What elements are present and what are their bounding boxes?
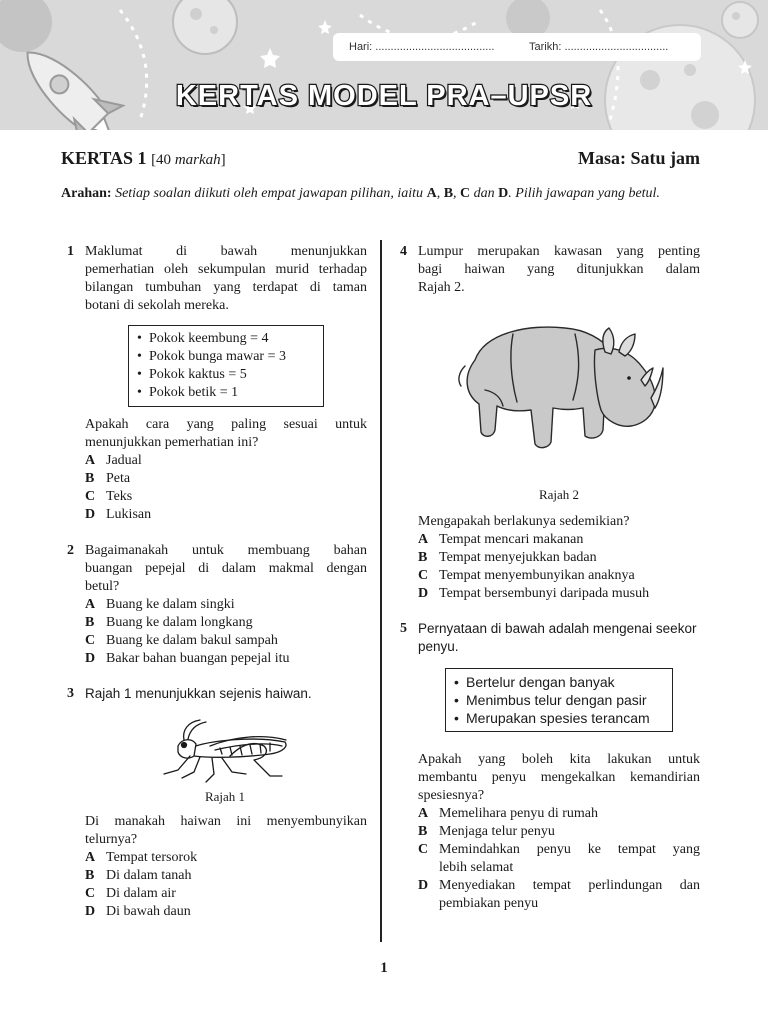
question-3-options: [85, 813, 367, 921]
column-divider: [380, 240, 382, 942]
box-item: • Bertelur dengan banyak: [454, 673, 664, 691]
question-number: 4: [400, 244, 407, 259]
grasshopper-illustration: [160, 718, 292, 784]
box-item: • Menimbus telur dengan pasir: [454, 691, 664, 709]
option-d[interactable]: D Bakar bahan buangan pepejal itu: [85, 651, 290, 666]
question-text: Apakah cara yang paling sesuai untuk: [85, 417, 367, 432]
option-b[interactable]: B Menjaga telur penyu: [418, 824, 555, 839]
paper-marks: [40 markah]: [151, 152, 226, 168]
box-item: • Pokok keembung = 4: [137, 330, 315, 348]
turtle-facts-box: [445, 668, 673, 732]
planet-icon: [722, 2, 758, 38]
option-d[interactable]: D Tempat bersembunyi daripada musuh: [418, 586, 650, 601]
box-item: • Pokok kaktus = 5: [137, 366, 315, 384]
header-banner: [0, 0, 768, 130]
box-item: • Pokok betik = 1: [137, 384, 315, 402]
question-number: 2: [67, 543, 74, 558]
option-b[interactable]: B Di dalam tanah: [85, 868, 192, 883]
question-number: 5: [400, 621, 407, 636]
option-d[interactable]: D Lukisan: [85, 507, 152, 522]
paper-name: [61, 148, 226, 169]
option-d[interactable]: D Menyediakan tempat perlindungan dan pembiakan penyu: [418, 878, 700, 911]
question-number: 1: [67, 244, 74, 259]
question-text: Mengapakah berlakunya sedemikian?: [418, 514, 630, 529]
question-stem-line: buangan pepejal di dalam makmal dengan: [85, 561, 367, 576]
question-stem-line: Maklumat di bawah menunjukkan: [85, 244, 367, 259]
paper-title: KERTAS 1: [61, 148, 147, 168]
question-text: Apakah yang boleh kita lakukan untuk: [418, 752, 700, 767]
question-stem-line: Lumpur merupakan kawasan yang penting: [418, 244, 700, 259]
question-stem-line: penyu.: [418, 639, 459, 654]
question-stem: Rajah 1 menunjukkan sejenis haiwan.: [85, 686, 312, 701]
question-stem-line: betul?: [85, 579, 120, 594]
planet-icon: [0, 0, 52, 52]
tarikh-field[interactable]: Tarikh: ..................................: [529, 41, 669, 53]
question-text: membantu penyu mengekalkan kemandirian: [418, 770, 700, 785]
option-a[interactable]: A Buang ke dalam singki: [85, 597, 235, 612]
banner-title: KERTAS MODEL PRA–UPSR: [175, 80, 593, 112]
paper-header: [61, 148, 700, 172]
hari-field[interactable]: Hari: .......................................: [349, 41, 495, 53]
question-stem-line: botani di sekolah mereka.: [85, 298, 229, 313]
option-c[interactable]: C Di dalam air: [85, 886, 176, 901]
question-text: telurnya?: [85, 832, 138, 847]
paper-time: Masa: Satu jam: [578, 148, 700, 168]
option-c[interactable]: C Tempat menyembunyikan anaknya: [418, 568, 635, 583]
question-4-options: [418, 513, 700, 603]
option-b[interactable]: B Buang ke dalam longkang: [85, 615, 253, 630]
question-stem-line: bagi haiwan yang ditunjukkan dalam: [418, 262, 700, 277]
page-number: 1: [380, 960, 388, 976]
rhinoceros-illustration: [455, 320, 665, 452]
option-c[interactable]: C Memindahkan penyu ke tempat yang lebih selamat: [418, 842, 700, 875]
figure-2-caption: Rajah 2: [538, 487, 580, 502]
instructions: Arahan: Setiap soalan diikuti oleh empat jawapan pilihan, iaitu A, B, C dan D. Pilih jawapan yang betul.: [61, 186, 660, 201]
question-text: menunjukkan pemerhatian ini?: [85, 435, 259, 450]
option-a[interactable]: A Jadual: [85, 453, 142, 468]
option-c[interactable]: C Buang ke dalam bakul sampah: [85, 633, 278, 648]
option-c[interactable]: C Teks: [85, 489, 133, 504]
box-item: • Pokok bunga mawar = 3: [137, 348, 315, 366]
figure-1-caption: Rajah 1: [204, 789, 246, 804]
planet-icon: [173, 0, 237, 54]
question-5-options: [418, 751, 700, 913]
question-stem-line: Rajah 2.: [418, 280, 465, 295]
option-a[interactable]: A Tempat tersorok: [85, 850, 198, 865]
option-d[interactable]: D Di bawah daun: [85, 904, 191, 919]
question-stem-line: Bagaimanakah untuk membuang bahan: [85, 543, 367, 558]
observation-box: [128, 325, 324, 407]
option-b[interactable]: B Peta: [85, 471, 131, 486]
question-stem-line: pemerhatian oleh sekumpulan murid terhadap: [85, 262, 367, 277]
question-stem-line: Pernyataan di bawah adalah mengenai seekor: [418, 621, 697, 636]
option-b[interactable]: B Tempat menyejukkan badan: [418, 550, 597, 565]
option-a[interactable]: A Memelihara penyu di rumah: [418, 806, 599, 821]
date-box: [333, 33, 701, 61]
option-a[interactable]: A Tempat mencari makanan: [418, 532, 584, 547]
box-item: • Merupakan spesies terancam: [454, 709, 664, 727]
question-1-options: [85, 416, 367, 524]
question-text: spesiesnya?: [418, 788, 485, 803]
question-text: Di manakah haiwan ini menyembunyikan: [85, 814, 367, 829]
question-stem-line: bilangan tumbuhan yang terdapat di taman: [85, 280, 367, 295]
question-number: 3: [67, 686, 74, 701]
